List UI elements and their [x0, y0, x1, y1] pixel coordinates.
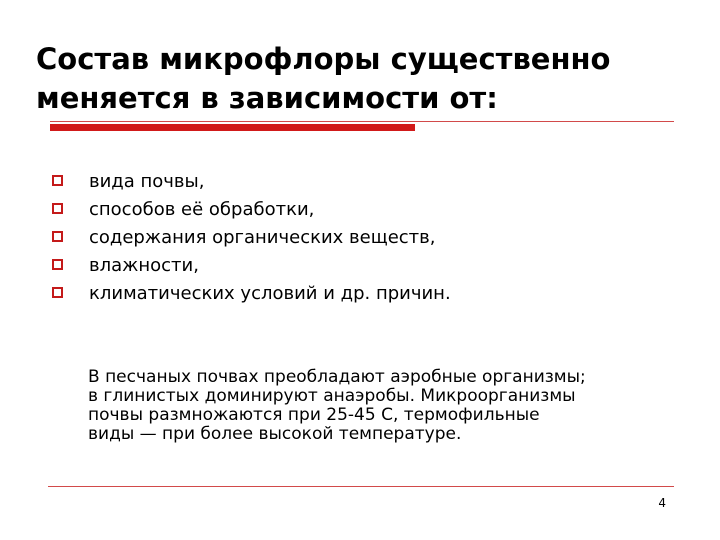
slide-title-line: меняется в зависимости от:: [36, 81, 498, 115]
hollow-square-bullet-icon: [52, 231, 63, 242]
hollow-square-bullet-icon: [52, 175, 63, 186]
paragraph-line: В песчаных почвах преобладают аэробные организмы;: [88, 367, 586, 387]
list-item-text: содержания органических веществ,: [89, 227, 436, 248]
paragraph-line: виды — при более высокой температуре.: [88, 424, 462, 444]
list-item: [52, 168, 451, 196]
explanatory-paragraph: [88, 368, 698, 444]
list-item-text: климатических условий и др. причин.: [89, 283, 451, 304]
list-item-text: способов её обработки,: [89, 199, 315, 220]
list-item-text: вида почвы,: [89, 171, 205, 192]
slide-title-line: Состав микрофлоры существенно: [36, 42, 611, 76]
hollow-square-bullet-icon: [52, 203, 63, 214]
title-underline-thin: [50, 121, 674, 122]
hollow-square-bullet-icon: [52, 287, 63, 298]
title-underline-accent-bar: [50, 124, 415, 131]
list-item: [52, 252, 451, 280]
list-item: [52, 224, 451, 252]
paragraph-line: в глинистых доминируют анаэробы. Микроорганизмы: [88, 386, 576, 406]
footer-divider: [48, 486, 674, 487]
slide-title: [36, 40, 696, 118]
list-item: [52, 280, 451, 308]
hollow-square-bullet-icon: [52, 259, 63, 270]
paragraph-line: почвы размножаются при 25-45 С, термофильные: [88, 405, 540, 425]
page-number: 4: [658, 496, 666, 510]
factor-list: [52, 168, 451, 308]
list-item: [52, 196, 451, 224]
list-item-text: влажности,: [89, 255, 199, 276]
